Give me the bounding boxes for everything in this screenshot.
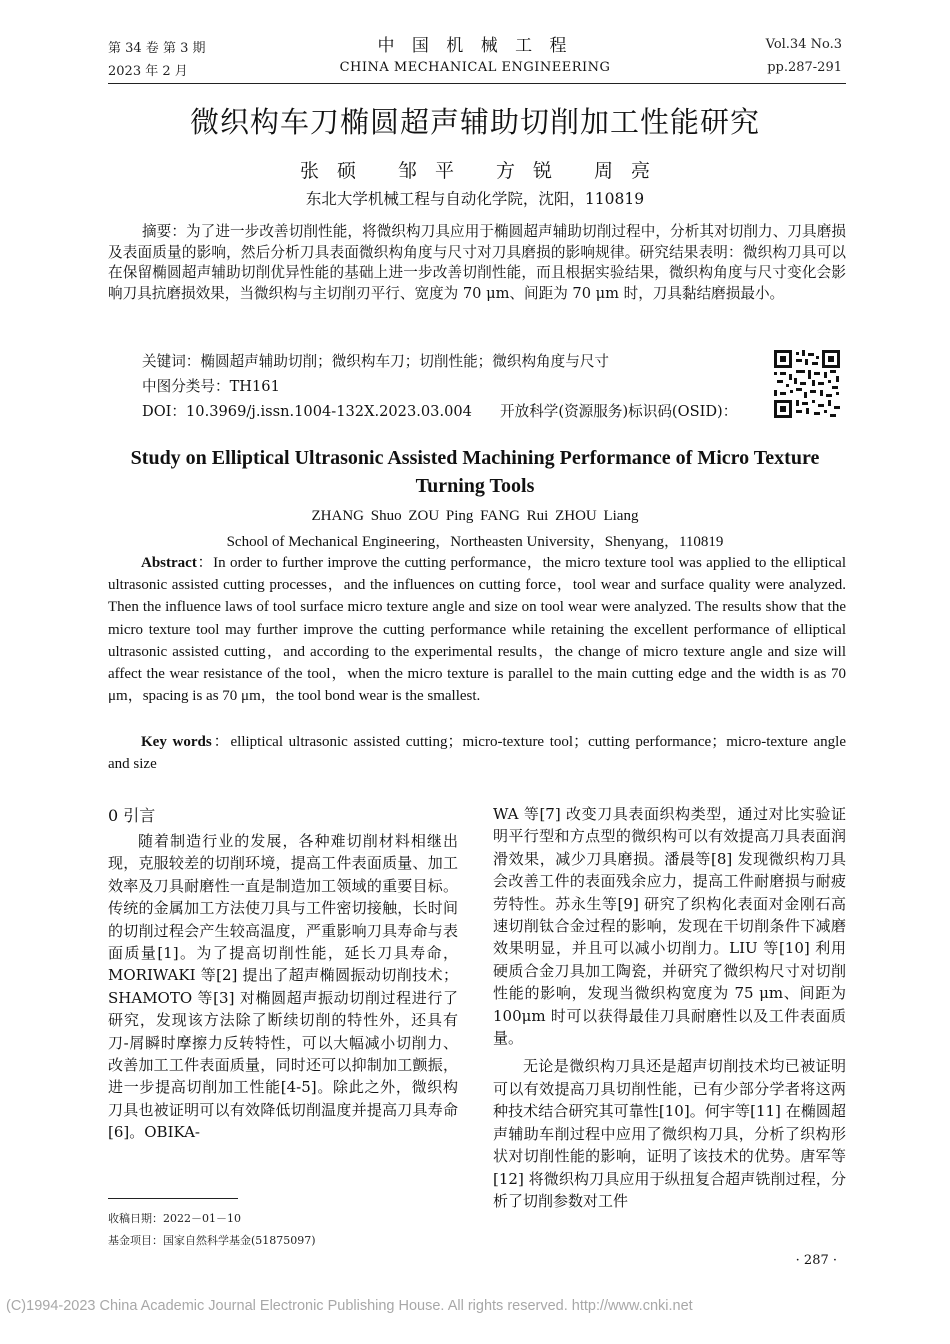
authors-en: ZHANG Shuo ZOU Ping FANG Rui ZHOU Liang <box>311 508 639 524</box>
journal-title-en: CHINA MECHANICAL ENGINEERING <box>339 60 611 75</box>
date-cn: 2023 年 2 月 <box>108 64 188 79</box>
volume-issue-cn: 第 34 卷 第 3 期 <box>108 41 206 56</box>
volume-issue-en: Vol.34 No.3 <box>765 37 842 52</box>
copyright-watermark: (C)1994-2023 China Academic Journal Electronic Publishing House. All rights reserved. http://www.cnki.net <box>6 1298 693 1314</box>
journal-title-cn: 中 国 机 械 工 程 <box>377 36 573 56</box>
header-rule <box>108 83 846 84</box>
abstract-en-label: Abstract <box>141 555 197 571</box>
abstract-cn-text: 为了进一步改善切削性能，将微织构刀具应用于椭圆超声辅助切削过程中，分析其对切削力、刀具磨损及表面质量的影响，然后分析刀具表面微织构角度与尺寸对刀具磨损的影响规律。研究结果表明：微织构刀具可以在保留椭圆超声辅助切削优异性能的基础上进一步改善切削性能，而且根据实验结果，微织构角度与尺寸变化会影响刀具抗磨损效果，当微织构与主切削刃平行、宽度为 70 μm、间距为 70 μm 时，刀具黏结磨损最小。 <box>108 223 846 302</box>
clc-number: 中图分类号：TH161 <box>142 378 280 395</box>
abstract-en <box>108 552 846 707</box>
abstract-cn-label: 摘要： <box>142 223 187 240</box>
affiliation-cn: 东北大学机械工程与自动化学院，沈阳，110819 <box>305 190 645 208</box>
footnote-rule <box>108 1198 238 1199</box>
keywords-cn: 关键词：椭圆超声辅助切削；微织构车刀；切削性能；微织构角度与尺寸 <box>142 353 610 370</box>
page-range: pp.287-291 <box>767 60 842 75</box>
footnote-fund: 基金项目：国家自然科学基金(51875097) <box>108 1234 316 1247</box>
footnote-received: 收稿日期：2022－01－10 <box>108 1212 241 1225</box>
intro-paragraph-2: WA 等[7] 改变刀具表面织构类型，通过对比实验证明平行型和方点型的微织构可以有效提高刀具表面润滑效果，减少刀具磨损。潘晨等[8] 发现微织构刀具会改善工件的表面残余应力，提高工件耐磨损与耐疲劳特性。苏永生等[9] 研究了织构化表面对金刚石高速切削钛合金过程的影响，发现在干切削条件下减磨效果明显，并且可以减小切削力。LIU 等[10] 利用硬质合金刀具加工陶瓷，并研究了微织构尺寸对切削性能的影响，发现当微织构宽度为 75 μm、间距为 100μm 时可以获得最佳刀具耐磨性以及工件表面质量。 <box>493 805 846 1048</box>
doi[interactable]: DOI：10.3969/j.issn.1004-132X.2023.03.004 <box>142 403 472 420</box>
authors-cn: 张硕 邹平 方锐 周亮 <box>299 160 669 182</box>
intro-paragraph-3: 无论是微织构刀具还是超声切削技术均已被证明可以有效提高刀具切削性能，已有少部分学者将这两种技术结合研究其可靠性[10]。何宇等[11] 在椭圆超声辅助车削过程中应用了微织构刀具，分析了织构形状对切削性能的影响，证明了该技术的优势。唐军等[12] 将微织构刀具应用于纵扭复合超声铣削过程，分析了切削参数对工件 <box>493 1057 846 1210</box>
keywords-en-label: Key words <box>141 734 212 750</box>
qr-code-graphic <box>774 350 840 418</box>
right-column <box>493 803 846 1212</box>
abstract-cn <box>108 222 846 304</box>
paper-title-cn: 微织构车刀椭圆超声辅助切削加工性能研究 <box>189 105 760 139</box>
section-heading-intro: 0 引言 <box>108 806 156 825</box>
left-column <box>108 830 458 1144</box>
page-number: · 287 · <box>795 1253 837 1268</box>
intro-paragraph-1: 随着制造行业的发展，各种难切削材料相继出现，克服较差的切削环境，提高工件表面质量、加工效率及刀具耐磨性一直是制造加工领域的重要目标。传统的金属加工方法使刀具与工件密切接触，长时间的切削过程会产生较高温度，严重影响刀具寿命与表面质量[1]。为了提高切削性能，延长刀具寿命，MORIWAKI 等[2] 提出了超声椭圆振动切削技术；SHAMOTO 等[3] 对椭圆超声振动切削过程进行了研究，发现该方法除了断续切削的特性外，还具有刀-屑瞬时摩擦力反转特性，可以大幅减小切削力、改善加工工件表面质量，同时还可以抑制加工颤振，进一步提高切削加工性能[4-5]。除此之外，微织构刀具也被证明可以有效降低切削温度并提高刀具寿命[6]。OBIKA- <box>108 832 458 1142</box>
keywords-en-text: ：elliptical ultrasonic assisted cutting；micro-texture tool；cutting performance；micro-texture angle and size <box>108 734 846 773</box>
qr-code-icon <box>774 350 840 418</box>
keywords-en <box>108 731 846 775</box>
abstract-en-text: ：In order to further improve the cutting performance，the micro texture tool was applied to the elliptical ultrasonic assisted cutting processes，and the influences on cutting force，tool wear and surface quality were analyzed. Then the influence laws of tool surface micro texture angle and size on tool wear were analyzed. The results show that the micro texture tool may further improve the cutting performance while retaining the excellent performance of elliptical ultrasonic assisted cutting，and according to the experimental results，the change of micro texture angle and size will affect the wear resistance of the tool，when the micro texture is parallel to the main cutting edge and the width is as 70 μm，spacing is as 70 μm，the tool bond wear is the smallest. <box>108 555 846 705</box>
paper-title-en: Study on Elliptical Ultrasonic Assisted Machining Performance of Micro Texture Turning Tools <box>130 447 820 497</box>
affiliation-en: School of Mechanical Engineering，Northeasten University，Shenyang，110819 <box>226 534 724 550</box>
osid-label: 开放科学(资源服务)标识码(OSID)： <box>500 403 738 420</box>
